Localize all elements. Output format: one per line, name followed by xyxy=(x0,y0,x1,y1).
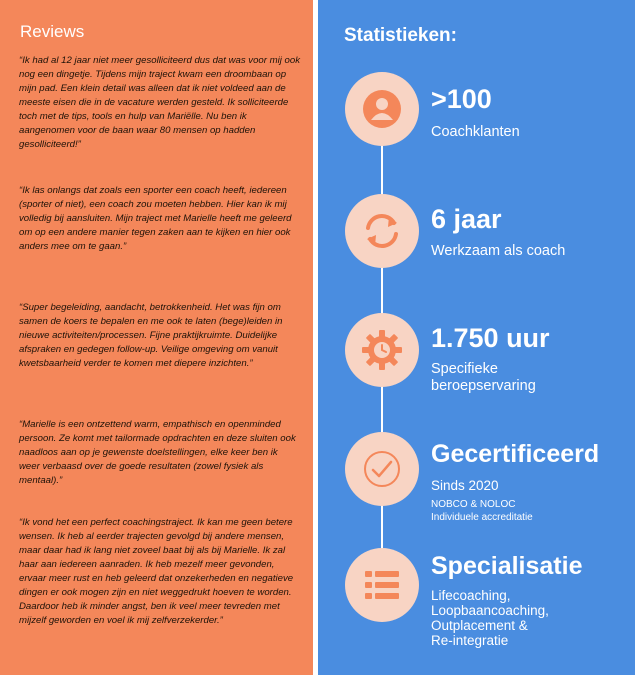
stat-1-label: Coachklanten xyxy=(431,124,520,140)
review-3: “Super begeleiding, aandacht, betrokkenheid. Het was fijn om samen de koers te bepalen en me ook te laten (bege)leiden in nieuwe activiteiten/processen. Fijne praktijkruimte. Duidelijke afspraken en gedegen follow-up. Veilige omgeving om vanuit kwetsbaarheid verder te komen met diepere inzichten.” xyxy=(19,302,283,369)
stat-3-label-1: Specifieke xyxy=(431,361,498,377)
reviews-title: Reviews xyxy=(20,22,85,41)
stat-4-detail-2: Individuele accreditatie xyxy=(431,512,533,523)
stats-title: Statistieken: xyxy=(344,25,457,46)
stat-4-label: Sinds 2020 xyxy=(431,478,499,493)
stat-5-line-3: Outplacement & xyxy=(431,618,528,633)
person-icon xyxy=(362,89,402,129)
stat-2-label: Werkzaam als coach xyxy=(431,243,566,259)
list-icon xyxy=(362,565,402,605)
reviews-panel xyxy=(0,0,313,675)
stat-5-value: Specialisatie xyxy=(431,552,583,580)
stat-3-label-2: beroepservaring xyxy=(431,378,536,394)
stat-3-value: 1.750 uur xyxy=(431,323,550,353)
stat-4-value: Gecertificeerd xyxy=(431,440,600,468)
review-2: “Ik las onlangs dat zoals een sporter een coach heeft, iedereen (sporter of niet), een coach zou moeten hebben. Hier kan ik mij volledig bij aansluiten. Mijn traject met Marielle heeft me geleerd om op een andere manier tegen zaken aan te kijken en hier ook anders mee om te gaan.” xyxy=(19,185,292,252)
check-icon xyxy=(362,449,402,489)
review-5: “Ik vond het een perfect coachingstraject. Ik kan me geen betere wensen. Ik heb al eerder trajecten gevolgd bij andere mensen, maar daar had ik lang niet zoveel baat bij als bij Marielle. Ik zal haar aan iedereen aanraden. Ik heb mezelf meer gevonden, ervaar meer rust en heb geleerd dat onzekerheden en negatieve dingen er ook mogen zijn en niet weggedrukt hoeven te worden. Daardoor heb ik minder angst, ben ik veel meer tevreden met mijzelf geworden en voel ik mij zelfverzekerder.” xyxy=(19,517,294,626)
review-1: “Ik had al 12 jaar niet meer gesolliciteerd dus dat was voor mij ook nog een dingetje. Tijdens mijn traject kwam een droombaan op mijn pad. Een klein detail was alleen dat ik niet voldeed aan de meeste eisen die in de vacature werden gesteld. Ik solliciteerde toch met de tips, tools en hulp van Mariëlle. Nu ben ik aangenomen voor de baan waar 80 mensen op hadden gesolliciteerd!” xyxy=(19,55,301,150)
stat-5-line-2: Loopbaancoaching, xyxy=(431,603,549,618)
stat-5-line-4: Re-integratie xyxy=(431,633,509,648)
stat-4-detail-1: NOBCO & NOLOC xyxy=(431,499,516,510)
stat-5-circle xyxy=(345,548,419,622)
gear-clock-icon xyxy=(362,330,402,370)
stat-2-circle xyxy=(345,194,419,268)
review-4: “Marielle is een ontzettend warm, empathisch en openminded persoon. Ze komt met tailormade opdrachten en deze sluiten ook naadloos aan op je gewenste doelstellingen, elke keer ben ik weer verbaasd over de goede resultaten (zowel fysiek als mentaal).” xyxy=(19,419,296,486)
stat-1-value: >100 xyxy=(431,84,492,114)
stat-3-circle xyxy=(345,313,419,387)
stat-1-circle xyxy=(345,72,419,146)
stat-5-line-1: Lifecoaching, xyxy=(431,588,511,603)
refresh-icon xyxy=(362,211,402,251)
stat-4-circle xyxy=(345,432,419,506)
stat-2-value: 6 jaar xyxy=(431,204,502,234)
